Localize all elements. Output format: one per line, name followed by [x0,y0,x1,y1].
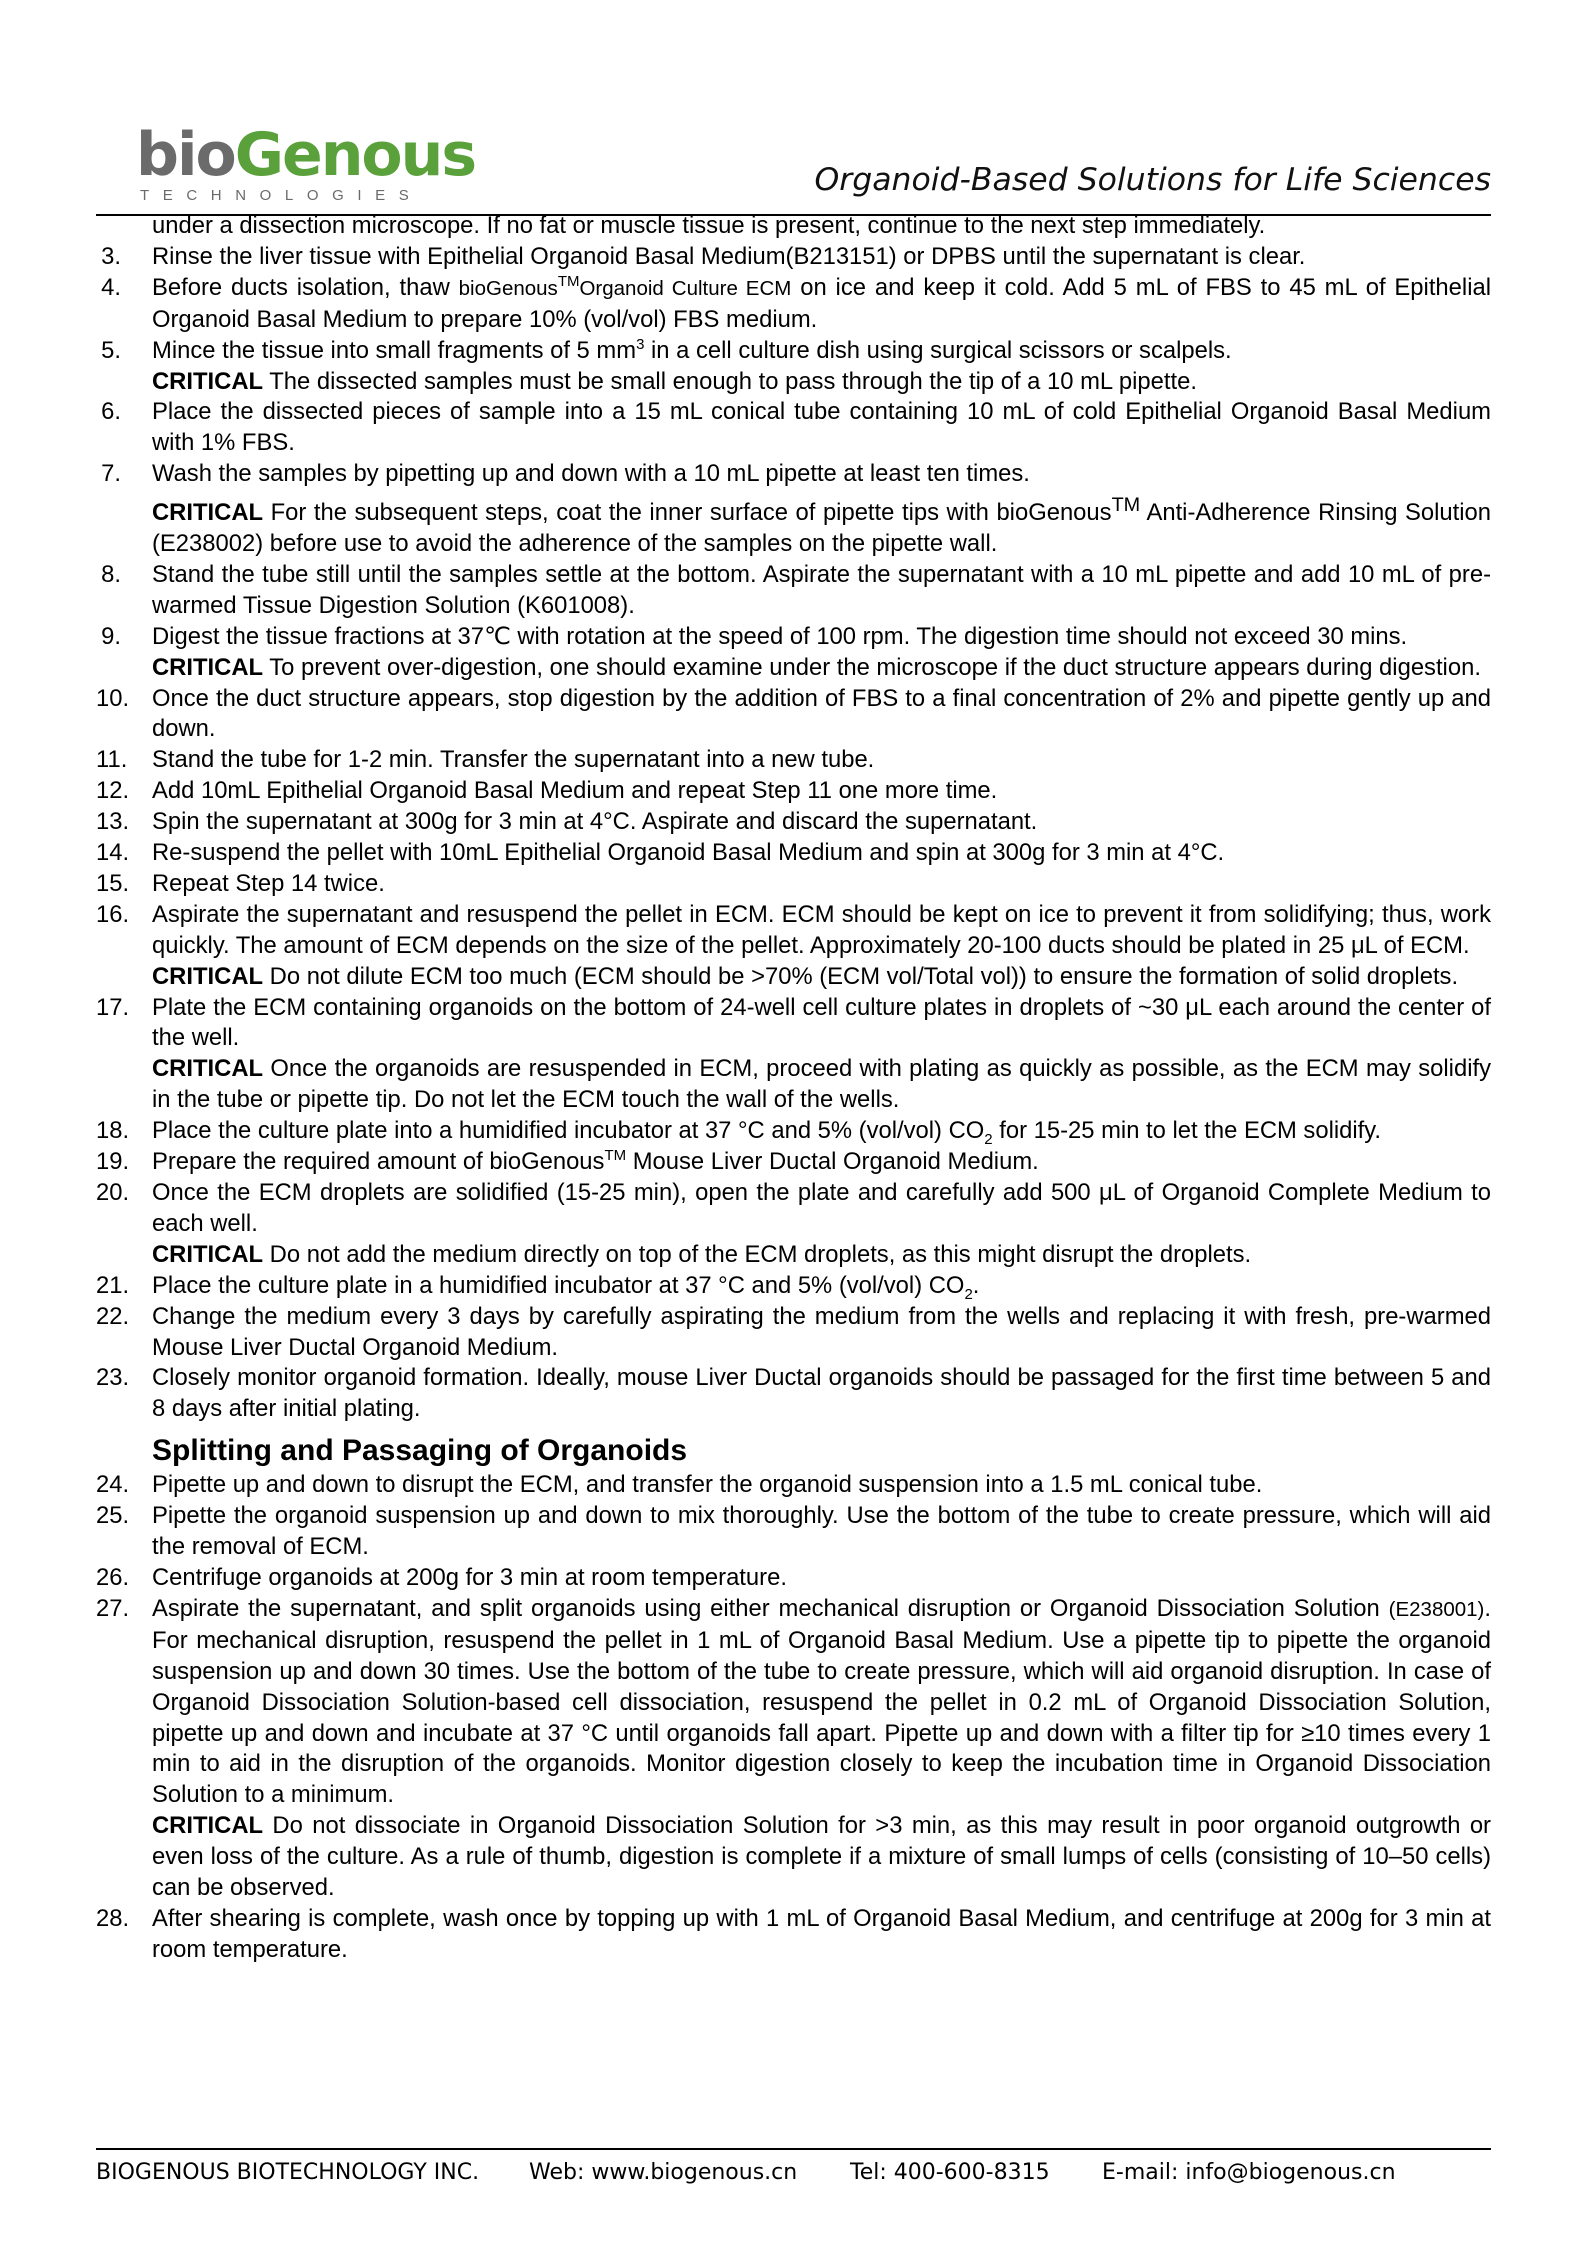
step-text: Place the dissected pieces of sample into a 15 mL conical tube containing 10 mL of cold Epithelial Organoid Basal Medium with 1% FBS. [152,398,1491,457]
text-part: Place the culture plate into a humidified incubator at 37 °C and 5% (vol/vol) CO [152,1117,985,1145]
list-item [96,397,1491,459]
step-text [152,1595,1491,1808]
text-part: . For mechanical disruption, resuspend the pellet in 1 mL of Organoid Basal Medium. Use a pipette tip to pipette the organoid suspension up and down 30 times. Use the bottom of the tube to create pressure, which will aid organoid disruption. In case of Organoid Dissociation Solution-based cell dissociation, resuspend the pellet in 0.2 mL of Organoid Dissociation Solution, pipette up and down and incubate at 37 °C until organoids fall apart. Pipette up and down with a filter tip for ≥10 times every 1 min to aid in the disruption of the organoids. Monitor digestion closely to keep the incubation time in Organoid Dissociation Solution to a minimum. [152,1594,1491,1809]
step-number: 15. [96,869,130,897]
list-item [96,807,1491,838]
step-text: Plate the ECM containing organoids on the bottom of 24-well cell culture plates in droplets of ~30 μL each around the center of the well. [152,993,1491,1052]
step-number: 10. [96,684,130,712]
step-number: 16. [96,900,130,928]
step-text: Pipette the organoid suspension up and down to mix thoroughly. Use the bottom of the tube to create pressure, which will aid the removal of ECM. [152,1502,1491,1561]
list-item [96,1147,1491,1178]
list-item [96,1563,1491,1594]
page-footer [96,2156,1491,2190]
step-number: 24. [96,1471,130,1499]
step-number: 13. [96,808,130,836]
critical-label: CRITICAL [152,1240,264,1268]
step-text: Spin the supernatant at 300g for 3 min at 4°C. Aspirate and discard the supernatant. [152,808,1038,836]
text-part: Prepare the required amount of bioGenous [152,1148,605,1176]
step-number: 8. [101,560,121,588]
step-number: 21. [96,1271,130,1299]
step-text: Stand the tube for 1-2 min. Transfer the supernatant into a new tube. [152,746,875,774]
list-item [96,1271,1491,1302]
step-text [152,1117,1382,1148]
list-item [96,1594,1491,1811]
critical-label: CRITICAL [152,1055,264,1083]
note-text: Once the organoids are resuspended in ECM, proceed with plating as quickly as possible, as the ECM may solidify in the tube or pipette tip. Do not let the ECM touch the wall of the wells. [152,1055,1491,1114]
catalog-number: (E238001) [1388,1597,1485,1621]
list-item [96,1116,1491,1147]
list-item [96,869,1491,900]
step-number: 22. [96,1302,130,1330]
step-text: Change the medium every 3 days by carefully aspirating the medium from the wells and replacing it with fresh, pre-warmed Mouse Liver Ductal Organoid Medium. [152,1302,1491,1361]
list-item [96,684,1491,746]
step-text [152,337,1232,364]
step-number: 5. [101,336,121,364]
product-name: Organoid Culture ECM [579,276,792,300]
brand-name: bioGenous [458,276,558,300]
trademark-mark: TM [557,272,580,290]
note-text: To prevent over-digestion, one should examine under the microscope if the duct structure appears during digestion. [263,653,1481,681]
note-text: Do not dissociate in Organoid Dissociation Solution for >3 min, as this may result in poor organoid outgrowth or even loss of the culture. As a rule of thumb, digestion is complete if a mixture of small lumps of cells (consisting of 10–50 cells) can be observed. [152,1812,1491,1902]
step-number: 17. [96,993,130,1021]
logo-wordmark [136,120,476,190]
list-item [96,273,1491,336]
list-item [96,993,1491,1055]
step-number: 19. [96,1148,130,1176]
text-part: Place the culture plate in a humidified incubator at 37 °C and 5% (vol/vol) CO [152,1271,965,1299]
critical-note [96,367,1491,398]
list-item [96,1501,1491,1563]
step-text: Wash the samples by pipetting up and down with a 10 mL pipette at least ten times. [152,460,1030,488]
list-item [96,1904,1491,1966]
step-text: Pipette up and down to disrupt the ECM, and transfer the organoid suspension into a 1.5 mL conical tube. [152,1471,1263,1499]
step-number: 9. [101,622,121,650]
logo-genous: Genous [234,120,476,190]
critical-label: CRITICAL [152,962,264,990]
list-item [96,459,1491,490]
logo-subtitle: TECHNOLOGIES [140,187,423,204]
step-number: 28. [96,1904,130,1932]
subscript: 2 [984,1130,993,1148]
text-part: Before ducts isolation, thaw [152,273,459,301]
footer-email: E-mail: info@biogenous.cn [1102,2160,1396,2185]
note-text: For the subsequent steps, coat the inner surface of pipette tips with bioGenous [263,499,1112,527]
critical-note [96,1054,1491,1116]
list-item [96,776,1491,807]
step-text: Once the duct structure appears, stop digestion by the addition of FBS to a final concentration of 2% and pipette gently up and down. [152,684,1491,743]
company-logo [136,120,476,204]
step-text: Re-suspend the pellet with 10mL Epithelial Organoid Basal Medium and spin at 300g for 3 min at 4°C. [152,839,1225,867]
step-text: Once the ECM droplets are solidified (15-25 min), open the plate and carefully add 500 μL of Organoid Complete Medium to each well. [152,1179,1491,1237]
step-number: 14. [96,839,130,867]
step-number: 20. [96,1179,130,1207]
text-part: on ice and keep it cold. Add 5 mL of FBS to 45 mL of Epithelial Organoid Basal Medium to prepare 10% (vol/vol) FBS medium. [152,273,1491,333]
trademark-mark: TM [604,1147,627,1165]
step-text: Add 10mL Epithelial Organoid Basal Medium and repeat Step 11 one more time. [152,777,998,805]
list-item [96,211,1491,242]
note-text: The dissected samples must be small enough to pass through the tip of a 10 mL pipette. [263,367,1197,395]
list-item [96,1470,1491,1501]
list-item [96,242,1491,273]
list-item [96,336,1491,367]
list-item [96,622,1491,653]
note-text: Do not add the medium directly on top of the ECM droplets, as this might disrupt the droplets. [263,1240,1252,1268]
text-part: . [972,1271,980,1299]
list-item [96,900,1491,962]
text-part: for 15-25 min to let the ECM solidify. [992,1117,1382,1145]
critical-note [96,962,1491,993]
critical-label: CRITICAL [152,1812,264,1840]
footer-web: Web: www.biogenous.cn [529,2160,798,2185]
step-text: Closely monitor organoid formation. Ideally, mouse Liver Ductal organoids should be passaged for the first time between 5 and 8 days after initial plating. [152,1364,1491,1423]
note-text: Do not dilute ECM too much (ECM should be >70% (ECM vol/Total vol)) to ensure the formation of solid droplets. [263,962,1459,990]
critical-note [96,653,1491,684]
list-item [96,838,1491,869]
step-number: 27. [96,1594,130,1622]
step-number: 4. [101,273,121,301]
list-item [96,1363,1491,1425]
section-heading: Splitting and Passaging of Organoids [152,1434,688,1468]
superscript: 3 [636,335,645,353]
step-number: 26. [96,1563,130,1591]
trademark-mark: TM [1111,494,1141,517]
critical-note [96,1240,1491,1271]
footer-divider [96,2148,1491,2150]
text-part: Aspirate the supernatant, and split organoids using either mechanical disruption or Organoid Dissociation Solution [152,1594,1389,1622]
header-tagline: Organoid-Based Solutions for Life Sciences [814,162,1491,198]
step-text: Digest the tissue fractions at 37℃ with rotation at the speed of 100 rpm. The digestion time should not exceed 30 mins. [152,622,1408,650]
step-number: 3. [101,242,121,270]
text-part: Mouse Liver Ductal Organoid Medium. [626,1148,1039,1176]
step-text: Centrifuge organoids at 200g for 3 min at room temperature. [152,1563,787,1591]
list-item [96,1178,1491,1240]
critical-label: CRITICAL [152,653,264,681]
list-item [96,1302,1491,1364]
step-number: 12. [96,777,130,805]
step-text: Repeat Step 14 twice. [152,869,385,897]
step-number: 25. [96,1502,130,1530]
step-text: Rinse the liver tissue with Epithelial Organoid Basal Medium(B213151) or DPBS until the supernatant is clear. [152,242,1306,270]
logo-bio: bio [136,120,235,190]
critical-note [96,490,1491,560]
step-number: 23. [96,1364,130,1392]
step-text: Aspirate the supernatant and resuspend the pellet in ECM. ECM should be kept on ice to prevent it from solidifying; thus, work quickly. The amount of ECM depends on the size of the pellet. Approximately 20-100 ducts should be plated in 25 μL of ECM. [152,900,1491,959]
document-body [96,211,1491,1966]
step-number: 7. [101,460,121,488]
list-item [96,560,1491,622]
critical-note [96,1811,1491,1904]
list-item [96,745,1491,776]
critical-label: CRITICAL [152,367,264,395]
step-text: After shearing is complete, wash once by topping up with 1 mL of Organoid Basal Medium, and centrifuge at 200g for 3 min at room temperature. [152,1904,1491,1963]
step-number: 6. [101,398,121,426]
subscript: 2 [964,1285,973,1303]
step-number: 18. [96,1117,130,1145]
step-text [152,274,1491,333]
footer-tel: Tel: 400-600-8315 [850,2160,1050,2185]
step-text [152,1271,980,1303]
step-text: under a dissection microscope. If no fat or muscle tissue is present, continue to the next step immediately. [152,212,1266,239]
text-part: Mince the tissue into small fragments of 5 mm [152,336,637,364]
footer-company: BIOGENOUS BIOTECHNOLOGY INC. [96,2160,480,2185]
step-text: Stand the tube still until the samples settle at the bottom. Aspirate the supernatant with a 10 mL pipette and add 10 mL of pre-warmed Tissue Digestion Solution (K601008). [152,560,1491,619]
step-number: 11. [96,746,128,774]
page-header [96,120,1491,216]
note-text: Anti-Adherence Rinsing Solution (E238002) before use to avoid the adherence of the samples on the pipette wall. [152,499,1491,557]
step-text [152,1148,1039,1175]
critical-label: CRITICAL [152,499,264,527]
text-part: in a cell culture dish using surgical scissors or scalpels. [644,336,1232,364]
